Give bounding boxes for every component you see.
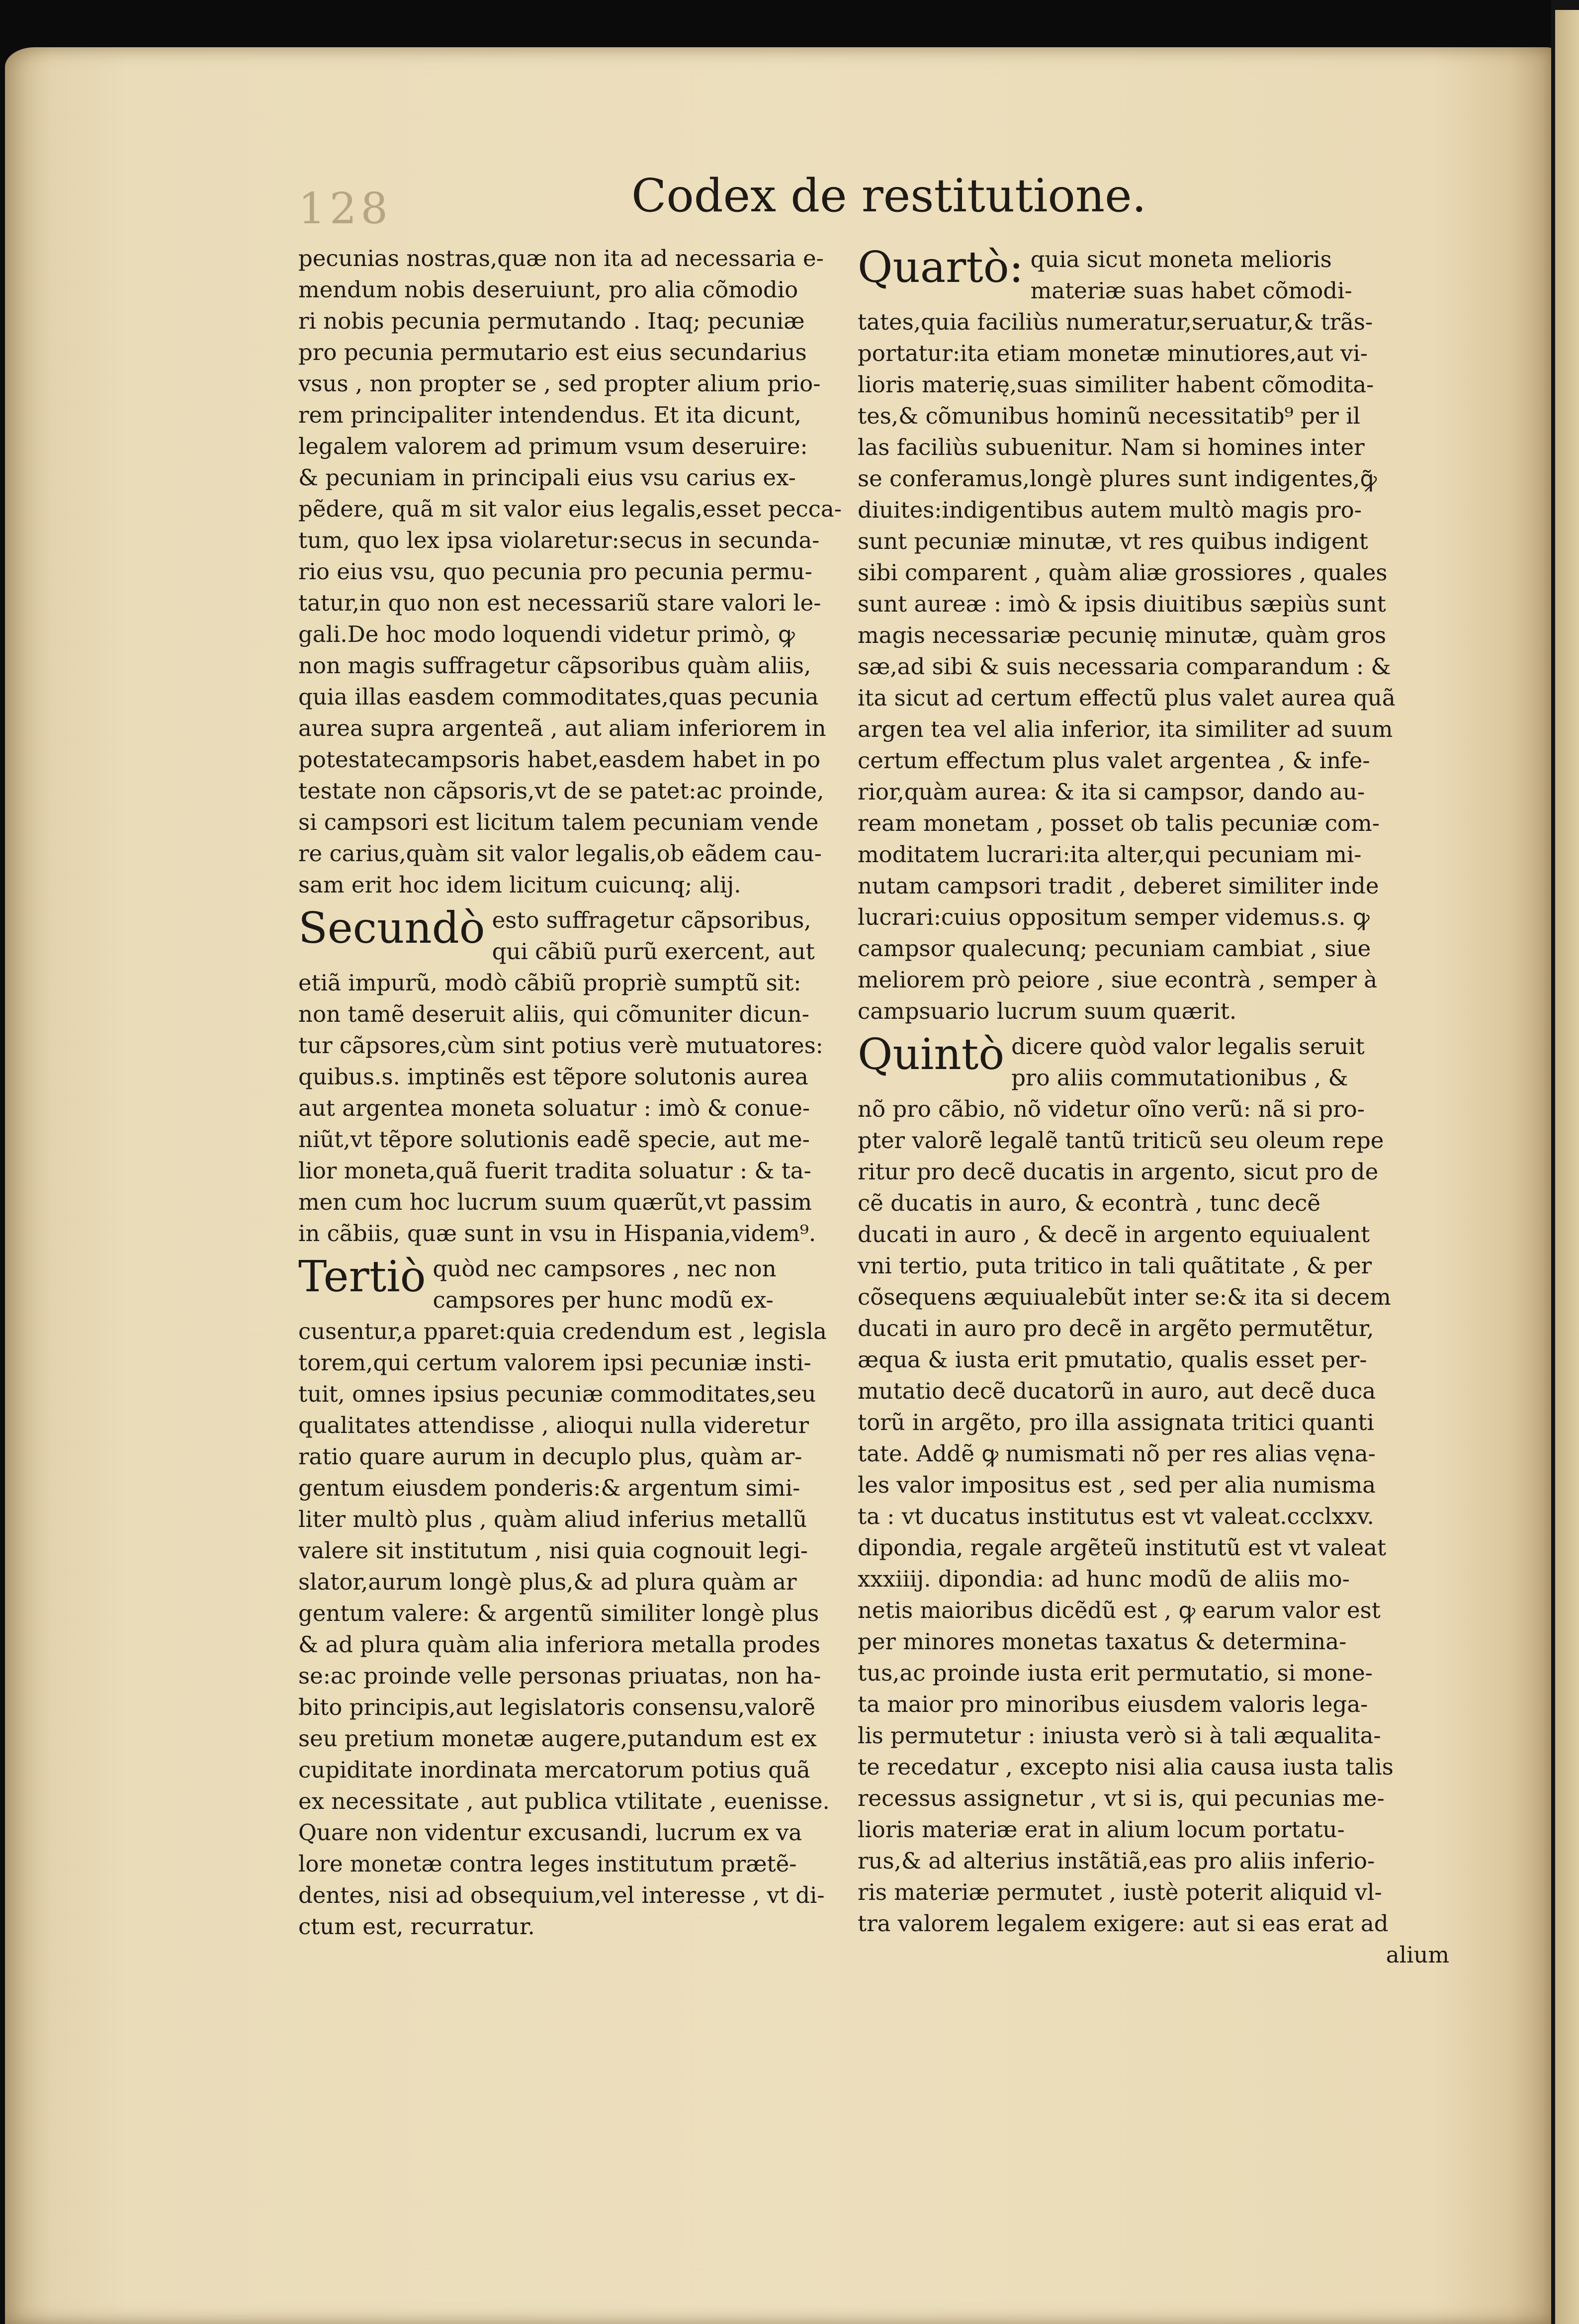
text-line: aurea supra argenteã , aut aliam inferiorem in bbox=[298, 715, 826, 741]
text-line: liter multò plus , quàm aliud inferius metallũ bbox=[298, 1506, 807, 1532]
text-line: sibi comparent , quàm aliæ grossiores , quales bbox=[858, 559, 1388, 586]
text-line: Quare non videntur excusandi, lucrum ex va bbox=[298, 1819, 802, 1846]
text-line: tatur,in quo non est necessariũ stare valori le- bbox=[298, 590, 821, 616]
text-line: ri nobis pecunia permutando . Itaq; pecuniæ bbox=[298, 308, 805, 334]
text-line: sunt aureæ : imò & ipsis diuitibus sæpiùs sunt bbox=[858, 591, 1386, 617]
text-line: ris materiæ permutet , iustè poterit aliquid vl- bbox=[858, 1879, 1382, 1905]
text-line: se:ac proinde velle personas priuatas, non ha- bbox=[298, 1663, 821, 1689]
text-line: diuites:indigentibus autem multò magis pro- bbox=[858, 497, 1362, 523]
text-line: cõsequens æquiualebũt inter se:& ita si decem bbox=[858, 1284, 1391, 1310]
text-line: cẽ ducatis in auro, & econtrà , tunc decẽ bbox=[858, 1190, 1320, 1216]
text-line: pẽdere, quã m sit valor eius legalis,esset pecca- bbox=[298, 496, 842, 522]
text-line: rem principaliter intendendus. Et ita dicunt, bbox=[298, 402, 801, 428]
text-line: campsores per hunc modũ ex- bbox=[433, 1287, 774, 1313]
text-line: les valor impositus est , sed per alia numisma bbox=[858, 1472, 1376, 1498]
text-line: ratio quare aurum in decuplo plus, quàm ar- bbox=[298, 1443, 802, 1470]
text-line: seu pretium monetæ augere,putandum est ex bbox=[298, 1725, 817, 1752]
text-line: lore monetæ contra leges institutum prætẽ- bbox=[298, 1851, 797, 1877]
text-line: cupiditate inordinata mercatorum potius quã bbox=[298, 1757, 810, 1783]
section-lead-word: Tertiò bbox=[298, 1252, 426, 1302]
text-line: sunt pecuniæ minutæ, vt res quibus indigent bbox=[858, 528, 1368, 554]
text-line: niũt,vt tẽpore solutionis eadẽ specie, aut me- bbox=[298, 1126, 810, 1153]
text-line: tra valorem legalem exigere: aut si eas erat ad bbox=[858, 1910, 1389, 1937]
text-line: qualitates attendisse , alioqui nulla videretur bbox=[298, 1412, 809, 1438]
text-line: valere sit institutum , nisi quia cognouit legi- bbox=[298, 1537, 808, 1564]
text-line: etiã impurũ, modò cãbiũ propriè sumptũ sit: bbox=[298, 970, 801, 996]
section-quinto-body bbox=[858, 1093, 1464, 1939]
text-line: portatur:ita etiam monetæ minutiores,aut vi- bbox=[858, 340, 1368, 366]
text-line: pro aliis commutationibus , & bbox=[1011, 1065, 1348, 1091]
text-line: tur cãpsores,cùm sint potius verè mutuatores: bbox=[298, 1032, 823, 1059]
text-line: tum, quo lex ipsa violaretur:secus in secunda- bbox=[298, 527, 820, 553]
text-line: campsuario lucrum suum quærit. bbox=[858, 998, 1237, 1024]
text-line: certum effectum plus valet argentea , & infe- bbox=[858, 747, 1370, 774]
text-line: te recedatur , excepto nisi alia causa iusta talis bbox=[858, 1754, 1394, 1780]
text-line: per minores monetas taxatus & determina- bbox=[858, 1628, 1347, 1655]
text-line: torem,qui certum valorem ipsi pecuniæ insti- bbox=[298, 1349, 811, 1376]
text-line: argen tea vel alia inferior, ita similiter ad suum bbox=[858, 716, 1393, 742]
text-line: mendum nobis deseruiunt, pro alia cõmodio bbox=[298, 276, 798, 303]
text-line: pter valorẽ legalẽ tantũ triticũ seu oleum repe bbox=[858, 1127, 1384, 1154]
text-line: & ad plura quàm alia inferiora metalla prodes bbox=[298, 1631, 820, 1658]
section-lead-word: Secundò bbox=[298, 903, 485, 953]
section-lead-lines bbox=[1031, 243, 1464, 306]
text-line: gentum eiusdem ponderis:& argentum simi- bbox=[298, 1475, 800, 1501]
text-line: meliorem prò peiore , siue econtrà , semper à bbox=[858, 967, 1378, 993]
text-line: non magis suffragetur cãpsoribus quàm aliis, bbox=[298, 652, 811, 679]
section-lead-word: Quintò bbox=[858, 1030, 1005, 1079]
text-line: ducati in auro , & decẽ in argento equiualent bbox=[858, 1221, 1370, 1248]
text-line: rus,& ad alterius instãtiã,eas pro aliis inferio- bbox=[858, 1848, 1375, 1874]
text-line: dicere quòd valor legalis seruit bbox=[1011, 1033, 1365, 1060]
text-line: lis permutetur : iniusta verò si à tali æqualita- bbox=[858, 1722, 1381, 1749]
text-line: tates,quia faciliùs numeratur,seruatur,& trãs- bbox=[858, 309, 1373, 335]
text-line: lior moneta,quã fuerit tradita soluatur : & ta- bbox=[298, 1158, 811, 1184]
text-line: materiæ suas habet cõmodi- bbox=[1030, 277, 1352, 304]
section-quinto bbox=[858, 1030, 1464, 1093]
text-line: re carius,quàm sit valor legalis,ob eãdem cau- bbox=[298, 840, 822, 867]
page-number: 128 bbox=[298, 184, 392, 234]
section-lead-word: Quartò: bbox=[858, 243, 1024, 292]
text-line: vsus , non propter se , sed propter alium prio- bbox=[298, 370, 821, 397]
section-secundo bbox=[298, 903, 905, 967]
text-line: lioris materię,suas similiter habent cõmodita- bbox=[858, 371, 1374, 398]
text-line: ctum est, recurratur. bbox=[298, 1913, 535, 1940]
text-line: xxxiiij. dipondia: ad hunc modũ de aliis mo- bbox=[858, 1566, 1350, 1592]
section-quarto bbox=[858, 243, 1464, 306]
text-line: gentum valere: & argentũ similiter longè plus bbox=[298, 1600, 819, 1626]
text-line: ream monetam , posset ob talis pecuniæ com- bbox=[858, 810, 1380, 836]
text-line: quia illas easdem commoditates,quas pecunia bbox=[298, 684, 819, 710]
text-line: pro pecunia permutario est eius secundarius bbox=[298, 339, 807, 365]
text-line: campsor qualecunq; pecuniam cambiat , siue bbox=[858, 935, 1371, 962]
text-line: tes,& cõmunibus hominũ necessitatib⁹ per il bbox=[858, 403, 1360, 429]
text-line: testate non cãpsoris,vt de se patet:ac proinde, bbox=[298, 778, 824, 804]
text-line: & pecuniam in principali eius vsu carius ex- bbox=[298, 464, 796, 491]
text-line: æqua & iusta erit pmutatio, qualis esset per- bbox=[858, 1346, 1367, 1373]
text-line: si campsori est licitum talem pecuniam vende bbox=[298, 809, 819, 835]
text-line: nutam campsori tradit , deberet similiter inde bbox=[858, 873, 1379, 899]
text-line: las faciliùs subuenitur. Nam si homines inter bbox=[858, 434, 1365, 460]
text-line: legalem valorem ad primum vsum deseruire: bbox=[298, 433, 808, 459]
text-line: ritur pro decẽ ducatis in argento, sicut pro de bbox=[858, 1159, 1379, 1185]
section-lead-lines bbox=[1011, 1030, 1464, 1093]
text-line: nõ pro cãbio, nõ videtur oĩno verũ: nã si pro- bbox=[858, 1096, 1365, 1122]
catchword: alium bbox=[1386, 1942, 1449, 1968]
text-line: torũ in argẽto, pro illa assignata tritici quanti bbox=[858, 1409, 1374, 1435]
text-line: cusentur,a pparet:quia credendum est , legisla bbox=[298, 1318, 827, 1344]
adjacent-page-edge bbox=[1555, 10, 1579, 2324]
section-lead-lines bbox=[492, 903, 905, 967]
text-line: aut argentea moneta soluatur : imò & conue- bbox=[298, 1095, 810, 1121]
text-line: ex necessitate , aut publica vtilitate , euenisse. bbox=[298, 1788, 830, 1814]
text-line: quòd nec campsores , nec non bbox=[433, 1255, 777, 1282]
text-line: quia sicut moneta melioris bbox=[1030, 246, 1332, 272]
text-line: moditatem lucrari:ita alter,qui pecuniam mi- bbox=[858, 841, 1362, 868]
text-line: men cum hoc lucrum suum quærũt,vt passim bbox=[298, 1189, 812, 1215]
text-line: in cãbiis, quæ sunt in vsu in Hispania,videm⁹. bbox=[298, 1220, 816, 1247]
section-quarto-body bbox=[858, 306, 1464, 1027]
right-column bbox=[858, 243, 1464, 1970]
text-line: vni tertio, puta tritico in tali quãtitate , & per bbox=[858, 1252, 1372, 1279]
text-line: se conferamus,longè plures sunt indigentes,ꝙ̃ bbox=[858, 465, 1377, 492]
left-column bbox=[298, 243, 905, 1942]
paragraph-opening bbox=[298, 243, 905, 900]
text-line: lioris materiæ erat in alium locum portatu- bbox=[858, 1816, 1345, 1843]
text-line: tuit, omnes ipsius pecuniæ commoditates,seu bbox=[298, 1381, 816, 1407]
text-line: ta : vt ducatus institutus est vt valeat.ccclxxv. bbox=[858, 1503, 1374, 1529]
text-line: mutatio decẽ ducatorũ in auro, aut decẽ duca bbox=[858, 1378, 1376, 1404]
text-line: pecunias nostras,quæ non ita ad necessaria e- bbox=[298, 245, 824, 271]
text-line: recessus assignetur , vt si is, qui pecunias me- bbox=[858, 1785, 1385, 1811]
text-line: netis maioribus dicẽdũ est , ꝙ earum valor est bbox=[858, 1597, 1381, 1623]
section-lead-lines bbox=[433, 1252, 905, 1316]
text-line: ta maior pro minoribus eiusdem valoris lega- bbox=[858, 1691, 1368, 1717]
text-line: lucrari:cuius oppositum semper videmus.s. ꝙ bbox=[858, 904, 1370, 930]
text-line: tus,ac proinde iusta erit permutatio, si mone- bbox=[858, 1660, 1373, 1686]
running-head: Codex de restitutione. bbox=[631, 169, 1146, 222]
text-line: slator,aurum longè plus,& ad plura quàm ar bbox=[298, 1569, 797, 1595]
text-line: esto suffragetur cãpsoribus, bbox=[492, 907, 811, 933]
text-line: gali.De hoc modo loquendi videtur primò, ꝙ bbox=[298, 621, 795, 647]
text-line: rior,quàm aurea: & ita si campsor, dando au- bbox=[858, 779, 1365, 805]
section-secundo-body bbox=[298, 967, 905, 1249]
text-line: dipondia, regale argẽteũ institutũ est vt valeat bbox=[858, 1534, 1387, 1561]
text-line: rio eius vsu, quo pecunia pro pecunia permu- bbox=[298, 558, 812, 585]
section-tertio bbox=[298, 1252, 905, 1316]
text-line: dentes, nisi ad obsequium,vel interesse , vt di- bbox=[298, 1882, 825, 1908]
text-line: non tamẽ deseruit aliis, qui cõmuniter dicun- bbox=[298, 1001, 809, 1027]
text-line: sæ,ad sibi & suis necessaria comparandum : & bbox=[858, 653, 1391, 680]
text-line: sam erit hoc idem licitum cuicunq; alij. bbox=[298, 872, 741, 898]
text-line: potestatecampsoris habet,easdem habet in po bbox=[298, 746, 821, 773]
text-line: qui cãbiũ purũ exercent, aut bbox=[492, 938, 815, 965]
text-line: ducati in auro pro decẽ in argẽto permutẽtur, bbox=[858, 1315, 1374, 1341]
text-line: magis necessariæ pecunię minutæ, quàm gros bbox=[858, 622, 1387, 648]
text-line: tate. Addẽ ꝙ numismati nõ per res alias vęna- bbox=[858, 1440, 1376, 1467]
text-line: bito principis,aut legislatoris consensu,valorẽ bbox=[298, 1694, 816, 1720]
text-line: quibus.s. imptinẽs est tẽpore solutonis aurea bbox=[298, 1064, 808, 1090]
section-tertio-body bbox=[298, 1316, 905, 1942]
text-line: ita sicut ad certum effectũ plus valet aurea quã bbox=[858, 685, 1396, 711]
